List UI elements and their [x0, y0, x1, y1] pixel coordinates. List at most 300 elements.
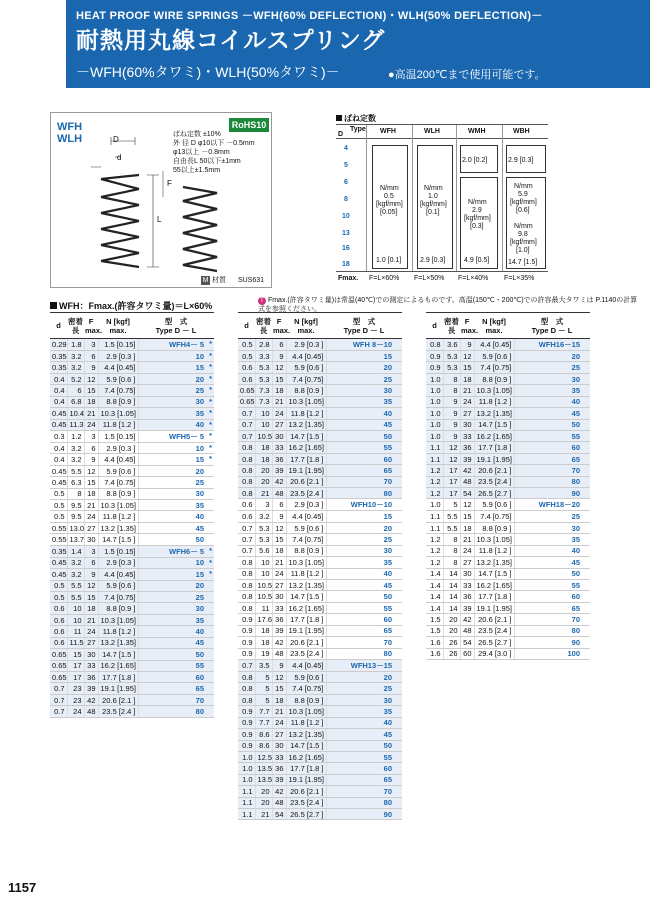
- max-deflection: 36: [460, 591, 474, 602]
- type-code: 35: [326, 706, 402, 717]
- table-row: [50, 373, 214, 384]
- wire-diameter: 1.0: [426, 419, 443, 430]
- max-load: 16.2 [1.65]: [474, 430, 514, 441]
- wire-diameter: 1.1: [426, 442, 443, 453]
- solid-length: 3: [255, 499, 272, 511]
- solid-length: 3.2: [67, 362, 84, 373]
- solid-length: 20: [255, 476, 272, 487]
- solid-length: 11.5: [67, 637, 84, 648]
- wire-diameter: 1.0: [238, 751, 255, 762]
- type-code: 50: [514, 419, 590, 430]
- max-load: 2.9 [0.3 ]: [286, 499, 326, 511]
- wire-diameter: 0.9: [238, 648, 255, 659]
- solid-length: 20: [255, 465, 272, 476]
- solid-length: 18: [255, 625, 272, 636]
- wire-diameter: 0.5: [50, 488, 67, 499]
- solid-length: 20: [255, 797, 272, 808]
- max-deflection: 12: [272, 671, 286, 682]
- type-code: 25 *: [138, 385, 214, 396]
- type-code: 40: [514, 396, 590, 407]
- max-deflection: 54: [272, 809, 286, 820]
- solid-length: 3.2: [67, 569, 84, 580]
- type-code: 45: [326, 419, 402, 430]
- max-load: 20.6 [2.1 ]: [98, 694, 138, 705]
- solid-length: 5: [255, 683, 272, 694]
- max-deflection: 3: [84, 430, 98, 442]
- table-row: [426, 648, 590, 659]
- wire-diameter: 0.65: [52, 661, 67, 671]
- wire-diameter: 0.4: [50, 454, 67, 465]
- type-code: 100: [514, 648, 590, 659]
- max-load: 2.9 [0.3 ]: [98, 557, 138, 568]
- solid-length: 5.3: [255, 362, 272, 373]
- max-load: 7.4 [0.75]: [474, 362, 514, 373]
- wire-diameter: 0.9: [238, 637, 255, 648]
- note-icon: T: [258, 297, 266, 305]
- table-row: [238, 430, 402, 441]
- max-deflection: 6: [84, 442, 98, 453]
- wire-diameter: 0.6: [50, 637, 67, 648]
- table-row: [50, 465, 214, 476]
- table-row: [238, 465, 402, 476]
- type-code: 60: [326, 763, 402, 774]
- wire-diameter: 0.8: [238, 671, 255, 682]
- wire-diameter: 0.4: [50, 385, 67, 396]
- solid-length: 12.5: [255, 751, 272, 762]
- max-deflection: 12: [460, 351, 474, 362]
- table-row: [238, 488, 402, 499]
- solid-length: 13.5: [255, 774, 272, 785]
- max-deflection: 33: [460, 580, 474, 591]
- solid-length: 21: [255, 488, 272, 499]
- col-header-type: 型 式 Type D － L: [326, 313, 402, 339]
- spec-table-3: [426, 312, 590, 660]
- table-row: [50, 442, 214, 453]
- max-deflection: 3: [84, 339, 98, 351]
- solid-length: 14: [443, 568, 460, 579]
- wire-diameter: 0.65: [52, 672, 67, 682]
- wire-diameter: 0.7: [238, 522, 255, 533]
- wire-diameter: 1.1: [426, 522, 443, 533]
- type-code: 20: [326, 522, 402, 533]
- spring-drawing: [91, 131, 173, 281]
- table-row: [238, 671, 402, 682]
- max-load: 20.6 [2.1 ]: [286, 637, 326, 648]
- solid-length: 10.5: [255, 580, 272, 591]
- wire-diameter: 1.2: [426, 476, 443, 487]
- dim-F: F: [167, 179, 172, 188]
- type-code: 25: [138, 592, 214, 603]
- kt-fmax: F=L×60%: [369, 275, 400, 282]
- kt-type-header: Type: [350, 126, 366, 133]
- table-row: [238, 774, 402, 785]
- max-deflection: 18: [272, 694, 286, 705]
- wire-diameter: 1.1: [426, 453, 443, 464]
- max-load: 10.3 [1.05]: [286, 396, 326, 407]
- wire-diameter: 0.5: [50, 580, 67, 591]
- type-code: WFH5－ 5 *: [138, 430, 214, 442]
- max-load: 1.5 [0.15]: [98, 545, 138, 557]
- wire-diameter: 0.7: [238, 419, 255, 430]
- type-code: 70: [514, 465, 590, 476]
- max-load: 10.3 [1.05]: [98, 500, 138, 511]
- table-row: [426, 614, 590, 625]
- wire-diameter: 0.8: [238, 568, 255, 579]
- table-row: [50, 351, 214, 362]
- max-load: 7.4 [0.75]: [98, 477, 138, 488]
- max-load: 13.2 [1.35]: [98, 522, 138, 533]
- label-wlh: WLH: [57, 133, 83, 145]
- max-deflection: 6: [272, 499, 286, 511]
- max-deflection: 36: [460, 442, 474, 453]
- max-load: 19.1 [1.95]: [474, 453, 514, 464]
- type-code: 30: [138, 488, 214, 499]
- spec-line: ばね定数 ±10%: [173, 131, 221, 138]
- type-code: 40: [514, 545, 590, 556]
- max-load: 23.5 [2.4 ]: [474, 476, 514, 487]
- solid-length: 10: [255, 557, 272, 568]
- table-row: [50, 614, 214, 625]
- wire-diameter: 0.29: [52, 340, 67, 349]
- max-load: 17.7 [1.8 ]: [286, 453, 326, 464]
- wire-diameter: 1.2: [426, 545, 443, 556]
- max-load: 13.2 [1.35]: [98, 637, 138, 648]
- type-code: 80: [326, 797, 402, 808]
- solid-length: 5.3: [443, 351, 460, 362]
- table-row: [50, 694, 214, 705]
- max-deflection: 42: [272, 786, 286, 797]
- max-load: 17.7 [1.8 ]: [474, 591, 514, 602]
- material-icon: M: [202, 277, 209, 284]
- max-load: 7.4 [0.75]: [98, 385, 138, 396]
- wire-diameter: 0.8: [238, 557, 255, 568]
- table-row: [50, 637, 214, 648]
- wire-diameter: 0.8: [238, 476, 255, 487]
- type-code: 80: [138, 706, 214, 717]
- max-load: 14.7 [1.5 ]: [286, 591, 326, 602]
- type-code: 45: [326, 729, 402, 740]
- max-deflection: 36: [272, 453, 286, 464]
- max-load: 8.8 [0.9 ]: [286, 545, 326, 556]
- max-load: 23.5 [2.4 ]: [286, 648, 326, 659]
- type-code: 15: [326, 511, 402, 522]
- max-deflection: 9: [84, 362, 98, 373]
- wire-diameter: 0.45: [52, 420, 67, 430]
- table-row: [238, 534, 402, 545]
- table-row: [238, 694, 402, 705]
- type-code: WFH10－10: [326, 499, 402, 511]
- solid-length: 1.8: [67, 339, 84, 351]
- max-load: 26.5 [2.7 ]: [474, 488, 514, 499]
- type-code: 80: [326, 488, 402, 499]
- english-title: HEAT PROOF WIRE SPRINGS －WFH(60% DEFLECTION)・WLH(50% DEFLECTION)－: [76, 10, 543, 22]
- max-load: 8.8 [0.9 ]: [474, 373, 514, 384]
- feature-note: ●高温200℃まで使用可能です。: [388, 69, 546, 81]
- type-code: 50: [138, 649, 214, 660]
- type-code: 55: [326, 442, 402, 453]
- max-load: 7.4 [0.75]: [286, 534, 326, 545]
- max-deflection: 27: [272, 419, 286, 430]
- max-deflection: 54: [460, 488, 474, 499]
- table-row: [50, 660, 214, 671]
- solid-length: 10: [67, 603, 84, 614]
- max-load: 4.4 [0.45]: [98, 362, 138, 373]
- max-load: 17.7 [1.8 ]: [98, 671, 138, 682]
- solid-length: 1.4: [67, 545, 84, 557]
- type-code: 50: [326, 740, 402, 751]
- max-load: 26.5 [2.7 ]: [286, 809, 326, 820]
- type-code: 80: [514, 476, 590, 487]
- solid-length: 3.3: [255, 351, 272, 362]
- col-header-F: F max.: [84, 313, 98, 339]
- table-row: [426, 465, 590, 476]
- max-deflection: 27: [460, 557, 474, 568]
- solid-length: 5.5: [443, 522, 460, 533]
- label-wfh: WFH: [57, 121, 83, 133]
- table-row: [426, 534, 590, 545]
- max-deflection: 30: [460, 568, 474, 579]
- type-code: WFH4－ 5 *: [138, 339, 214, 351]
- solid-length: 5.3: [443, 362, 460, 373]
- spring-figure-box: [50, 112, 272, 288]
- spring-constant-table: Type D WFH WLH WMH WBH 4 5 6 8 10 13 16 18 N/mm 0.5 [kgf/mm] [0.05] 1.0 [0.1] N/mm 1.0 [kgf/mm] [0.1] 2.9 [0.3] 2.0 [0.2] N/mm 2.9 [kgf/mm] [0.3] 4.9 [0.5] 2.9 [0.3] N/mm 5.9 [kgf/mm] [0.6] N/mm 9.8 [kgf/mm] [1.0] 14.7 [1.5] Fmax. F=L×60% F=L×50% F=L×40% F=L×35%: [336, 124, 548, 286]
- spec-table-2: [238, 312, 402, 820]
- type-code: 90: [514, 488, 590, 499]
- kt-d-value: 4: [344, 145, 348, 152]
- max-deflection: 12: [272, 522, 286, 533]
- wire-diameter: 0.6: [50, 603, 67, 614]
- max-deflection: 21: [272, 557, 286, 568]
- solid-length: 8: [443, 557, 460, 568]
- solid-length: 3.2: [67, 351, 84, 362]
- max-load: 16.2 [1.65]: [286, 442, 326, 453]
- type-code: 60: [326, 453, 402, 464]
- table-row: [238, 373, 402, 384]
- max-deflection: 15: [272, 683, 286, 694]
- type-code: 65: [514, 602, 590, 613]
- max-deflection: 6: [272, 339, 286, 351]
- max-deflection: 30: [272, 740, 286, 751]
- type-code: 50: [514, 568, 590, 579]
- col-header-coils: 密着長: [443, 313, 460, 339]
- max-deflection: 42: [460, 614, 474, 625]
- max-load: 16.2 [1.65]: [286, 751, 326, 762]
- table-row: [238, 591, 402, 602]
- solid-length: 5.3: [255, 373, 272, 384]
- dim-L: L: [157, 215, 162, 224]
- max-deflection: 15: [84, 592, 98, 603]
- max-load: 16.2 [1.65]: [474, 580, 514, 591]
- type-code: 55: [326, 602, 402, 613]
- table-row: [426, 362, 590, 373]
- solid-length: 10.5: [255, 591, 272, 602]
- max-deflection: 27: [460, 408, 474, 419]
- max-load: 16.2 [1.65]: [286, 602, 326, 613]
- spec-line: 55以上±1.5mm: [173, 167, 221, 174]
- dim-D: D: [113, 135, 119, 144]
- table-row: [238, 659, 402, 671]
- section-title: WFH：Fmax.(許容タワミ量)＝L×60%: [50, 299, 212, 312]
- max-load: 5.9 [0.6 ]: [98, 465, 138, 476]
- max-load: 17.7 [1.8 ]: [286, 614, 326, 625]
- max-deflection: 39: [272, 625, 286, 636]
- type-code: 50: [326, 591, 402, 602]
- type-code: 40: [138, 626, 214, 637]
- type-code: 20 *: [138, 373, 214, 384]
- table-row: [238, 557, 402, 568]
- table-row: [426, 339, 590, 351]
- max-load: 13.2 [1.35]: [286, 729, 326, 740]
- wire-diameter: 0.7: [50, 706, 67, 717]
- table-row: [426, 351, 590, 362]
- max-deflection: 42: [272, 637, 286, 648]
- wire-diameter: 0.5: [50, 500, 67, 511]
- table-row: [238, 751, 402, 762]
- solid-length: 17: [67, 660, 84, 671]
- solid-length: 6: [67, 385, 84, 396]
- col-header-type: 型 式 Type D － L: [514, 313, 590, 339]
- solid-length: 10: [67, 614, 84, 625]
- max-load: 17.7 [1.8 ]: [474, 442, 514, 453]
- table-row: [426, 580, 590, 591]
- max-load: 14.7 [1.5 ]: [98, 649, 138, 660]
- table-row: [50, 408, 214, 419]
- type-code: 35: [138, 614, 214, 625]
- solid-length: 10: [255, 419, 272, 430]
- max-load: 8.8 [0.9 ]: [474, 522, 514, 533]
- col-header-F: F max.: [460, 313, 474, 339]
- col-header-coils: 密着長: [255, 313, 272, 339]
- measurement-note: T Fmax.(許容タワミ量)は常温(40℃)での測定によるものです。高温(150℃・200℃)での許容最大タワミは P.1140の計算式を参照ください。: [258, 297, 638, 313]
- wire-diameter: 1.2: [426, 557, 443, 568]
- max-deflection: 39: [84, 683, 98, 694]
- table-row: [50, 649, 214, 660]
- solid-length: 8: [67, 488, 84, 499]
- type-code: 70: [326, 786, 402, 797]
- solid-length: 24: [67, 706, 84, 717]
- type-code: 25: [138, 477, 214, 488]
- max-deflection: 39: [272, 774, 286, 785]
- wire-diameter: 0.45: [52, 558, 67, 568]
- table-row: [426, 499, 590, 511]
- solid-length: 9: [443, 419, 460, 430]
- wire-diameter: 1.5: [426, 614, 443, 625]
- kt-fmax-label: Fmax.: [338, 275, 359, 282]
- solid-length: 9: [443, 396, 460, 407]
- max-load: 5.9 [0.6 ]: [98, 373, 138, 384]
- wire-diameter: 0.4: [50, 373, 67, 384]
- type-code: 55: [514, 580, 590, 591]
- max-deflection: 33: [272, 751, 286, 762]
- max-deflection: 9: [272, 511, 286, 522]
- type-code: 30 *: [138, 396, 214, 407]
- wire-diameter: 0.7: [50, 694, 67, 705]
- max-deflection: 27: [272, 729, 286, 740]
- solid-length: 23: [67, 694, 84, 705]
- type-code: 20: [138, 465, 214, 476]
- kt-type-wbh: WBH: [513, 128, 530, 135]
- max-load: 11.8 [1.2 ]: [98, 511, 138, 522]
- solid-length: 1.2: [67, 430, 84, 442]
- table-row: [50, 569, 214, 580]
- type-code: 70: [326, 476, 402, 487]
- type-code: 40: [326, 568, 402, 579]
- max-load: 2.9 [0.3 ]: [286, 339, 326, 351]
- max-deflection: 33: [272, 442, 286, 453]
- kt-fmax: F=L×40%: [458, 275, 489, 282]
- table-row: [50, 477, 214, 488]
- table-row: [238, 385, 402, 396]
- solid-length: 14: [443, 580, 460, 591]
- max-deflection: 36: [272, 763, 286, 774]
- max-deflection: 48: [272, 797, 286, 808]
- type-code: 60: [138, 671, 214, 682]
- table-row: [50, 545, 214, 557]
- type-code: 30: [326, 694, 402, 705]
- solid-length: 14: [443, 602, 460, 613]
- max-load: 1.5 [0.15]: [98, 430, 138, 442]
- solid-length: 20: [443, 614, 460, 625]
- max-load: 20.6 [2.1 ]: [286, 786, 326, 797]
- solid-length: 20: [255, 786, 272, 797]
- table-row: [238, 683, 402, 694]
- max-load: 11.8 [1.2 ]: [286, 717, 326, 728]
- max-load: 14.7 [1.5 ]: [286, 740, 326, 751]
- max-load: 8.8 [0.9 ]: [286, 385, 326, 396]
- max-load: 7.4 [0.75]: [98, 592, 138, 603]
- table-row: [238, 717, 402, 728]
- max-load: 14.7 [1.5 ]: [286, 430, 326, 441]
- max-load: 16.2 [1.65]: [98, 660, 138, 671]
- type-code: 25: [326, 534, 402, 545]
- type-code: 30: [514, 373, 590, 384]
- type-code: 45: [326, 580, 402, 591]
- type-code: 65: [326, 625, 402, 636]
- table-row: [238, 362, 402, 373]
- table-row: [238, 763, 402, 774]
- solid-length: 8.6: [255, 740, 272, 751]
- solid-length: 17: [443, 476, 460, 487]
- table-row: [238, 499, 402, 511]
- table-row: [426, 419, 590, 430]
- max-deflection: 24: [84, 419, 98, 430]
- solid-length: 8: [443, 534, 460, 545]
- max-deflection: 39: [460, 453, 474, 464]
- type-code: 25: [514, 511, 590, 522]
- max-load: 4.4 [0.45]: [98, 454, 138, 465]
- wire-diameter: 1.0: [426, 385, 443, 396]
- max-deflection: 24: [460, 545, 474, 556]
- max-load: 19.1 [1.95]: [98, 683, 138, 694]
- table-row: [50, 385, 214, 396]
- header-banner: [66, 0, 650, 88]
- table-row: [426, 602, 590, 613]
- type-code: 55: [138, 660, 214, 671]
- type-code: 65: [138, 683, 214, 694]
- solid-length: 9: [443, 430, 460, 441]
- max-deflection: 18: [84, 488, 98, 499]
- solid-length: 2.8: [255, 339, 272, 351]
- max-deflection: 9: [460, 339, 474, 351]
- solid-length: 26: [443, 648, 460, 659]
- type-code: 65: [326, 774, 402, 785]
- table-row: [426, 373, 590, 384]
- solid-length: 8.6: [255, 729, 272, 740]
- solid-length: 5: [255, 694, 272, 705]
- solid-length: 12: [443, 442, 460, 453]
- table-row: [238, 648, 402, 659]
- type-code: 15 *: [138, 362, 214, 373]
